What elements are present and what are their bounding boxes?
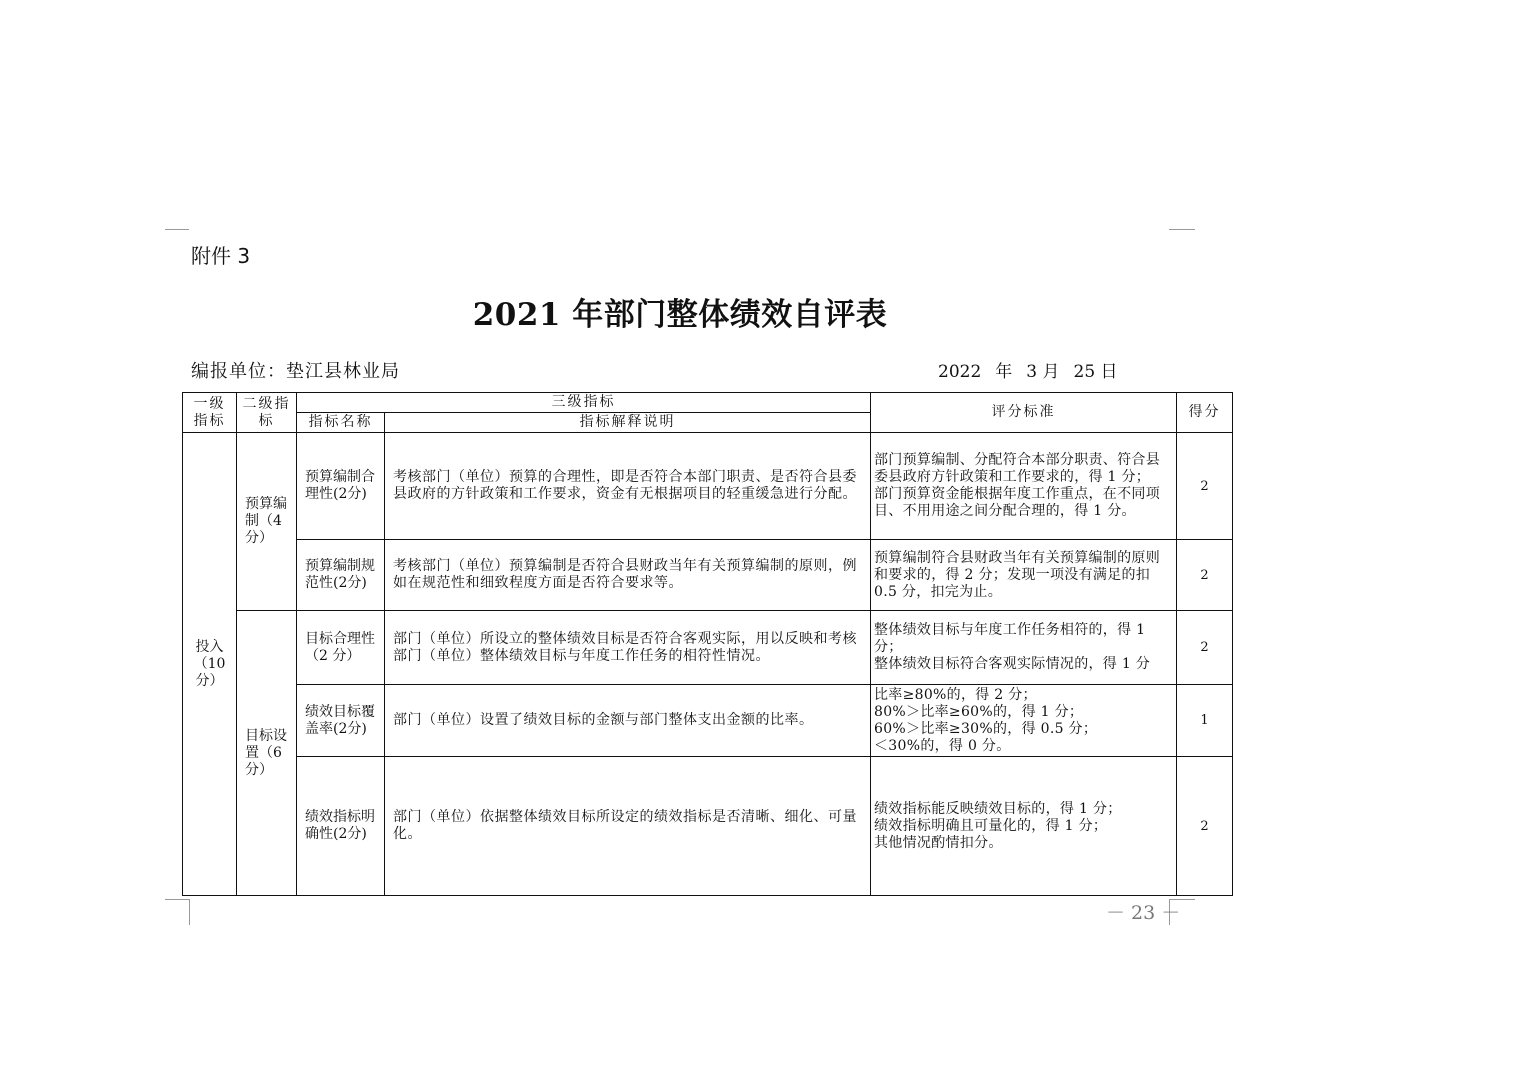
header-level3: 三级指标 xyxy=(297,393,871,413)
date-year: 2022 xyxy=(938,362,982,382)
indicator-explanation: 部门（单位）依据整体绩效目标所设定的绩效指标是否清晰、细化、可量化。 xyxy=(385,757,871,896)
header-level2: 二级指标 xyxy=(237,393,297,433)
crop-mark-bottom-left-vertical xyxy=(189,899,190,925)
score-value: 2 xyxy=(1177,757,1233,896)
scoring-standard: 整体绩效目标与年度工作任务相符的，得 1 分； 整体绩效目标符合客观实际情况的，得 1 分 xyxy=(871,611,1177,685)
crop-mark-top-right xyxy=(1169,229,1195,230)
indicator-name: 绩效目标覆盖率(2分) xyxy=(297,685,385,757)
table-row xyxy=(183,757,1233,896)
reporting-unit: 编报单位：垫江县林业局 xyxy=(191,361,400,382)
header-scoring-standard: 评分标准 xyxy=(871,393,1177,433)
page-title: 2021 年部门整体绩效自评表 xyxy=(472,297,888,333)
score-value: 2 xyxy=(1177,433,1233,540)
indicator-explanation: 考核部门（单位）预算的合理性，即是否符合本部门职责、是否符合县委县政府的方针政策和工作要求，资金有无根据项目的轻重缓急进行分配。 xyxy=(385,433,871,540)
indicator-explanation: 考核部门（单位）预算编制是否符合县财政当年有关预算编制的原则，例如在规范性和细致程度方面是否符合要求等。 xyxy=(385,540,871,611)
indicator-name: 目标合理性（2 分） xyxy=(297,611,385,685)
crop-mark-bottom-left xyxy=(165,899,189,900)
header-indicator-explanation: 指标解释说明 xyxy=(385,413,871,433)
crop-mark-top-left xyxy=(165,229,189,230)
date-day: 25 日 xyxy=(1073,362,1118,382)
indicator-name: 绩效指标明确性(2分) xyxy=(297,757,385,896)
indicator-name: 预算编制合理性(2分) xyxy=(297,433,385,540)
indicator-name: 预算编制规范性(2分) xyxy=(297,540,385,611)
indicator-explanation: 部门（单位）所设立的整体绩效目标是否符合客观实际，用以反映和考核部门（单位）整体绩效目标与年度工作任务的相符性情况。 xyxy=(385,611,871,685)
attachment-label: 附件 3 xyxy=(191,244,251,268)
table-row xyxy=(183,611,1233,685)
page-number: － 23 － xyxy=(1106,902,1181,924)
level1-input: 投入（10分） xyxy=(183,433,237,896)
header-level1: 一级指标 xyxy=(183,393,237,433)
date-month: 3 月 xyxy=(1026,362,1060,382)
indicator-explanation: 部门（单位）设置了绩效目标的金额与部门整体支出金额的比率。 xyxy=(385,685,871,757)
evaluation-table xyxy=(182,392,1233,896)
level2-budget: 预算编制（4分） xyxy=(237,433,297,611)
score-value: 1 xyxy=(1177,685,1233,757)
table-row xyxy=(183,433,1233,540)
scoring-standard: 部门预算编制、分配符合本部分职责、符合县委县政府方针政策和工作要求的，得 1 分； 部门预算资金能根据年度工作重点，在不同项目、不用用途之间分配合理的，得 1 分。 xyxy=(871,433,1177,540)
scoring-standard: 绩效指标能反映绩效目标的，得 1 分； 绩效指标明确且可量化的，得 1 分； 其他情况酌情扣分。 xyxy=(871,757,1177,896)
report-date xyxy=(938,357,1132,382)
header-indicator-name: 指标名称 xyxy=(297,413,385,433)
score-value: 2 xyxy=(1177,540,1233,611)
scoring-standard: 比率≥80%的，得 2 分； 80%＞比率≥60%的，得 1 分； 60%＞比率≥30%的，得 0.5 分； ＜30%的，得 0 分。 xyxy=(871,685,1177,757)
date-year-suffix: 年 xyxy=(995,362,1013,382)
header-score: 得分 xyxy=(1177,393,1233,433)
score-value: 2 xyxy=(1177,611,1233,685)
table-row xyxy=(183,540,1233,611)
table-row xyxy=(183,685,1233,757)
level2-target: 目标设置（6分） xyxy=(237,611,297,896)
scoring-standard: 预算编制符合县财政当年有关预算编制的原则和要求的，得 2 分；发现一项没有满足的扣 0.5 分，扣完为止。 xyxy=(871,540,1177,611)
